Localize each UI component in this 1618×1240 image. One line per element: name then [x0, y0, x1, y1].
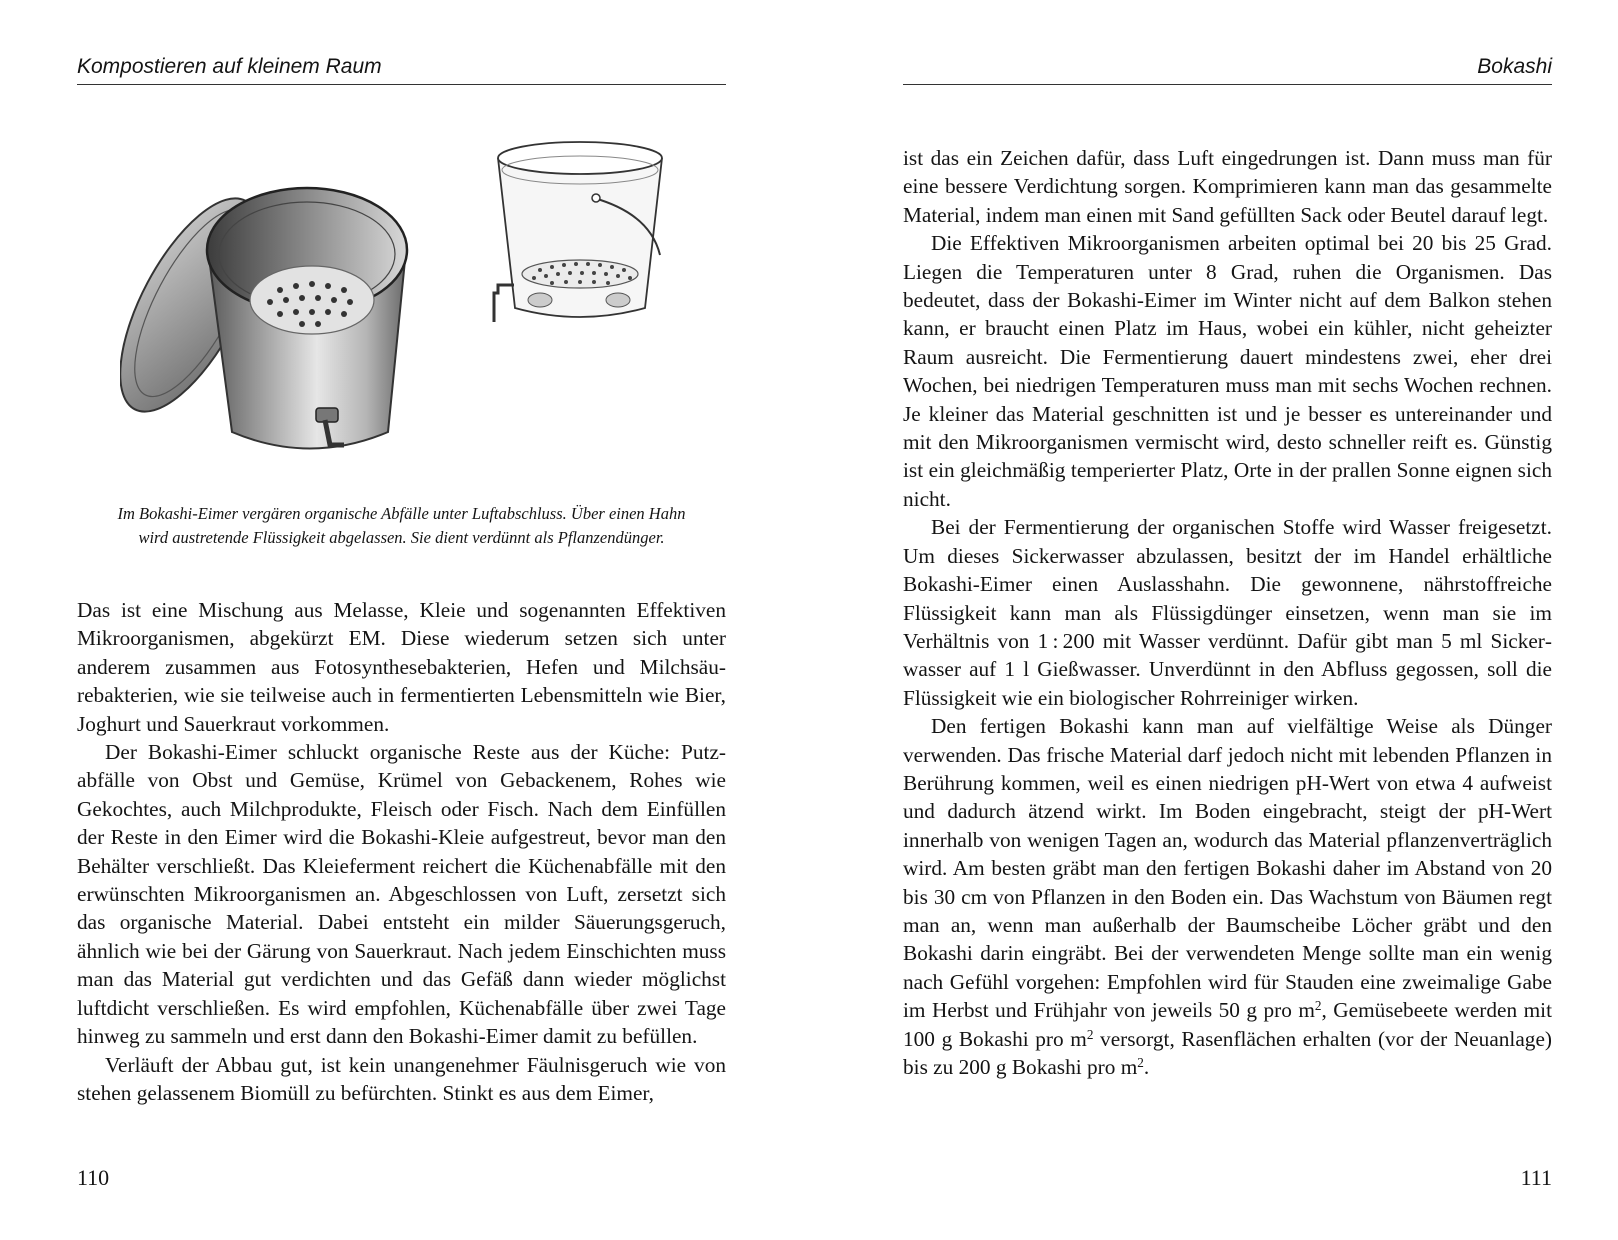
page-number: 111: [1520, 1165, 1552, 1190]
running-head: Bokashi: [903, 54, 1552, 85]
figure-caption: [77, 502, 726, 550]
paragraph: Bei der Fermentierung der organischen Stoffe wird Wasser freigesetzt. Um dieses Sickerwasser abzulassen, besitzt der im Handel erhältliche Bokashi-Eimer einen Auslasshahn. Die gewonnene, nährstoffreiche Flüssigkeit kann man als Flüssigdünger einsetzen, wenn man sie im Verhältnis von 1 : 200 mit Wasser verdünnt. Dafür gibt man 5 ml Sickerwasser auf 1 l Gießwasser. Unverdünnt in den Abfluss gegossen, soll die Flüssigkeit wie ein biologischer Rohrreiniger wirken.: [903, 515, 1552, 710]
body-text: [903, 144, 1552, 1081]
right-page: [809, 0, 1618, 1240]
superscript: 2: [1086, 1026, 1094, 1042]
paragraph: [903, 712, 1552, 1081]
bokashi-bucket-illustration: [120, 140, 710, 485]
paragraph: Verläuft der Abbau gut, ist kein unangenehmer Fäulnisgeruch wie von stehen gelassenem Biomüll zu befürchten. Stinkt es aus dem Eimer,: [77, 1052, 726, 1105]
paragraph: ist das ein Zeichen dafür, dass Luft eingedrungen ist. Dann muss man für eine bessere Verdichtung sorgen. Komprimieren kann man das gesammelte Material, indem man einen mit Sand gefüllten Sack oder Beutel darauf legt.: [903, 146, 1552, 227]
caption-line: Im Bokashi-Eimer vergären organische Abfälle unter Luftabschluss. Über einen Hahn: [117, 504, 686, 523]
paragraph-segment: Den fertigen Bokashi kann man auf vielfältige Weise als Dünger verwenden. Das frische Material darf jedoch nicht mit lebenden Pflanzen in Berührung kommen, weil es einen niedrigen pH-Wert von etwa 4 aufweist und dadurch ätzend wirkt. Im Boden eingebracht, steigt der pH-Wert innerhalb von wenigen Tagen an, wodurch das Material pflanzenverträglich wird. Am besten gräbt man den fertigen Bokashi daher im Abstand von 20 bis 30 cm von Pflanzen in den Boden ein. Das Wachstum von Bäumen regt man an, wenn man außerhalb der Baumscheibe Löcher gräbt und den Bokashi darin eingräbt. Bei der verwendeten Menge sollte man ein wenig nach Gefühl vorgehen: Empfohlen wird für Stauden eine zweimalige Gabe im Herbst und Frühjahr von jeweils 50 g pro m: [903, 714, 1552, 1023]
superscript: 2: [1137, 1054, 1144, 1070]
body-text: [77, 596, 726, 1107]
paragraph: Das ist eine Mischung aus Melasse, Kleie und sogenannten Effektiven Mikroorganismen, abgekürzt EM. Diese wiederum setzen sich unter anderem zusammen aus Fotosynthesebakterien, Hefen und Milchsäurebakterien, wie sie teilweise auch in fermentierten Lebensmitteln wie Bier, Joghurt und Sauerkraut vorkommen.: [77, 598, 726, 736]
caption-line: wird austretende Flüssigkeit abgelassen. Sie dient verdünnt als Pflanzendünger.: [138, 528, 665, 547]
paragraph-segment: versorgt, Rasenflächen erhalten (vor der Neuanlage) bis zu 200 g Bokashi pro m: [903, 1026, 1552, 1079]
paragraph-segment: , Gemüsebeete werden mit 100 g Bokashi pro m: [903, 998, 1552, 1051]
paragraph: Der Bokashi-Eimer schluckt organische Reste aus der Küche: Putzabfälle von Obst und Gemüse, Krümel von Gebackenem, Rohes wie Gekochtes, auch Milchprodukte, Fleisch oder Fisch. Nach dem Einfüllen der Reste in den Eimer wird die Bokashi-Kleie aufgestreut, bevor man den Behälter verschließt. Das Kleieferment reichert die Küchenabfälle mit den erwünschten Mikroorganismen an. Abgeschlossen von Luft, zersetzt sich das organische Material. Dabei entsteht ein milder Säuerungsgeruch, ähnlich wie bei der Gärung von Sauerkraut. Nach jedem Einschichten muss man das Material gut verdichten und das Gefäß dann wieder möglichst luftdicht verschließen. Es wird empfohlen, Küchenabfälle über zwei Tage hinweg zu sammeln und erst dann den Bokashi-Eimer damit zu befüllen.: [77, 740, 726, 1049]
paragraph: Die Effektiven Mikroorganismen arbeiten optimal bei 20 bis 25 Grad. Liegen die Temperaturen unter 8 Grad, ruhen die Organismen. Das bedeutet, dass der Bokashi-Eimer im Winter nicht auf dem Balkon stehen kann, er braucht einen Platz im Haus, wobei ein kühler, nicht geheizter Raum ausreicht. Die Fermentierung dauert mindestens zwei, eher drei Wochen, bei niedrigen Temperaturen muss man mit sechs Wochen rechnen. Je kleiner das Material geschnitten ist und je besser es untereinander und mit den Mikroorganismen vermischt wird, desto schneller reift es. Günstig ist ein gleichmäßig temperierter Platz, Orte in der prallen Sonne eignen sich nicht.: [903, 231, 1552, 511]
running-head: Kompostieren auf kleinem Raum: [77, 54, 726, 85]
page-number: 110: [77, 1165, 110, 1190]
superscript: 2: [1314, 997, 1322, 1013]
paragraph-segment: .: [1143, 1055, 1150, 1079]
